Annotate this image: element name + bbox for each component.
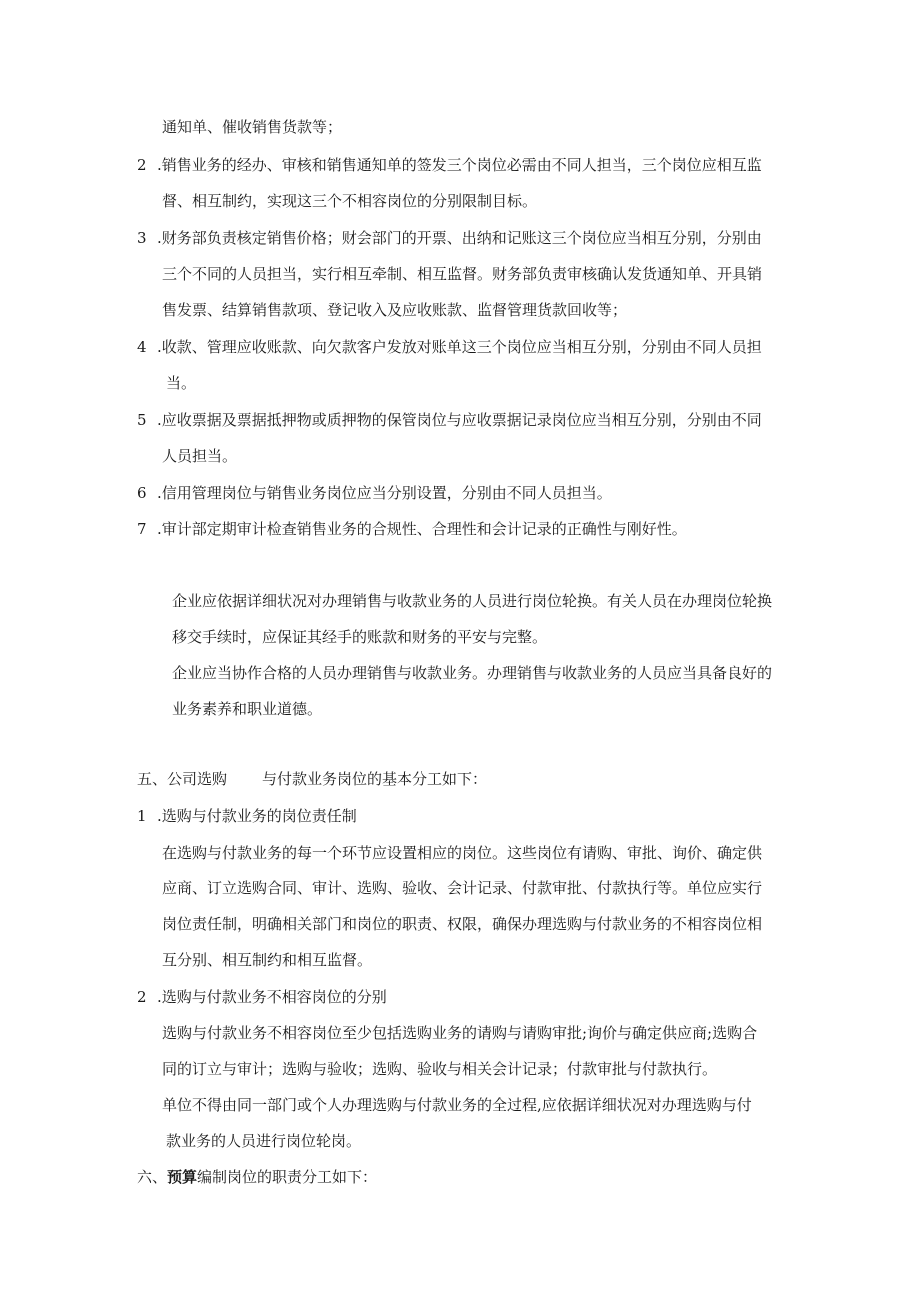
section-heading [137, 1166, 377, 1188]
item-number: 5 [137, 411, 147, 429]
continuation-line: 通知单、催收销售货款等； [162, 118, 343, 136]
item-number: 3 [137, 229, 147, 247]
subsection-line: 互分别、相互制约和相互监督。 [162, 951, 373, 969]
item-text-line: .财务部负责核定销售价格；财会部门的开票、出纳和记账这三个岗位应当相互分别，分别由 [157, 229, 762, 247]
subsection-number: 2 [137, 988, 147, 1006]
section-heading-continued: 与付款业务岗位的基本分工如下： [262, 770, 488, 788]
paragraph-line: 业务素养和职业道德。 [172, 700, 323, 718]
subsection-line: 选购与付款业务不相容岗位至少包括选购业务的请购与请购审批;询价与确定供应商;选购合 [162, 1024, 758, 1042]
section-heading-prefix: 六、 [137, 1168, 168, 1186]
paragraph-line: 移交手续时，应保证其经手的账款和财务的平安与完整。 [172, 628, 548, 646]
subsection-title: .选购与付款业务的岗位责任制 [157, 807, 357, 825]
subsection-line: 应商、订立选购合同、审计、选购、验收、会计记录、付款审批、付款执行等。单位应实行 [162, 879, 763, 897]
section-heading: 五、公司选购 [137, 770, 228, 788]
subsection-number: 1 [137, 807, 147, 825]
item-text-line: .收款、管理应收账款、向欠款客户发放对账单这三个岗位应当相互分别，分别由不同人员担 [157, 338, 762, 356]
item-text-line: 三个不同的人员担当，实行相互牵制、相互监督。财务部负责审核确认发货通知单、开具销 [162, 265, 763, 283]
item-text-line: 督、相互制约，实现这三个不相容岗位的分别限制目标。 [162, 192, 538, 210]
subsection-line: 在选购与付款业务的每一个环节应设置相应的岗位。这些岗位有请购、审批、询价、确定供 [162, 844, 763, 862]
item-number: 2 [137, 156, 147, 174]
section-heading-bold: 预算 [167, 1168, 198, 1186]
item-text-line: .销售业务的经办、审核和销售通知单的签发三个岗位必需由不同人担当，三个岗位应相互监 [157, 156, 762, 174]
section-heading-rest: 编制岗位的职责分工如下： [197, 1168, 378, 1186]
item-text-line: 当。 [166, 374, 197, 392]
paragraph-line: 企业应依据详细状况对办理销售与收款业务的人员进行岗位轮换。有关人员在办理岗位轮换 [172, 592, 773, 610]
item-number: 7 [137, 520, 147, 538]
item-text-line: .信用管理岗位与销售业务岗位应当分别设置，分别由不同人员担当。 [157, 484, 612, 502]
subsection-title: .选购与付款业务不相容岗位的分别 [157, 988, 387, 1006]
item-text-line: .审计部定期审计检查销售业务的合规性、合理性和会计记录的正确性与刚好性。 [157, 520, 687, 538]
item-text-line: .应收票据及票据抵押物或质押物的保管岗位与应收票据记录岗位应当相互分别，分别由不同 [157, 411, 762, 429]
item-text-line: 售发票、结算销售款项、登记收入及应收账款、监督管理货款回收等； [162, 301, 628, 319]
item-text-line: 人员担当。 [162, 447, 238, 465]
subsection-line: 同的订立与审计；选购与验收；选购、验收与相关会计记录；付款审批与付款执行。 [162, 1060, 718, 1078]
item-number: 6 [137, 484, 147, 502]
item-number: 4 [137, 338, 147, 356]
subsection-line: 款业务的人员进行岗位轮岗。 [166, 1132, 362, 1150]
subsection-line: 单位不得由同一部门或个人办理选购与付款业务的全过程,应依据详细状况对办理选购与付 [162, 1096, 752, 1114]
subsection-line: 岗位责任制，明确相关部门和岗位的职责、权限，确保办理选购与付款业务的不相容岗位相 [162, 915, 763, 933]
paragraph-line: 企业应当协作合格的人员办理销售与收款业务。办理销售与收款业务的人员应当具备良好的 [172, 664, 773, 682]
